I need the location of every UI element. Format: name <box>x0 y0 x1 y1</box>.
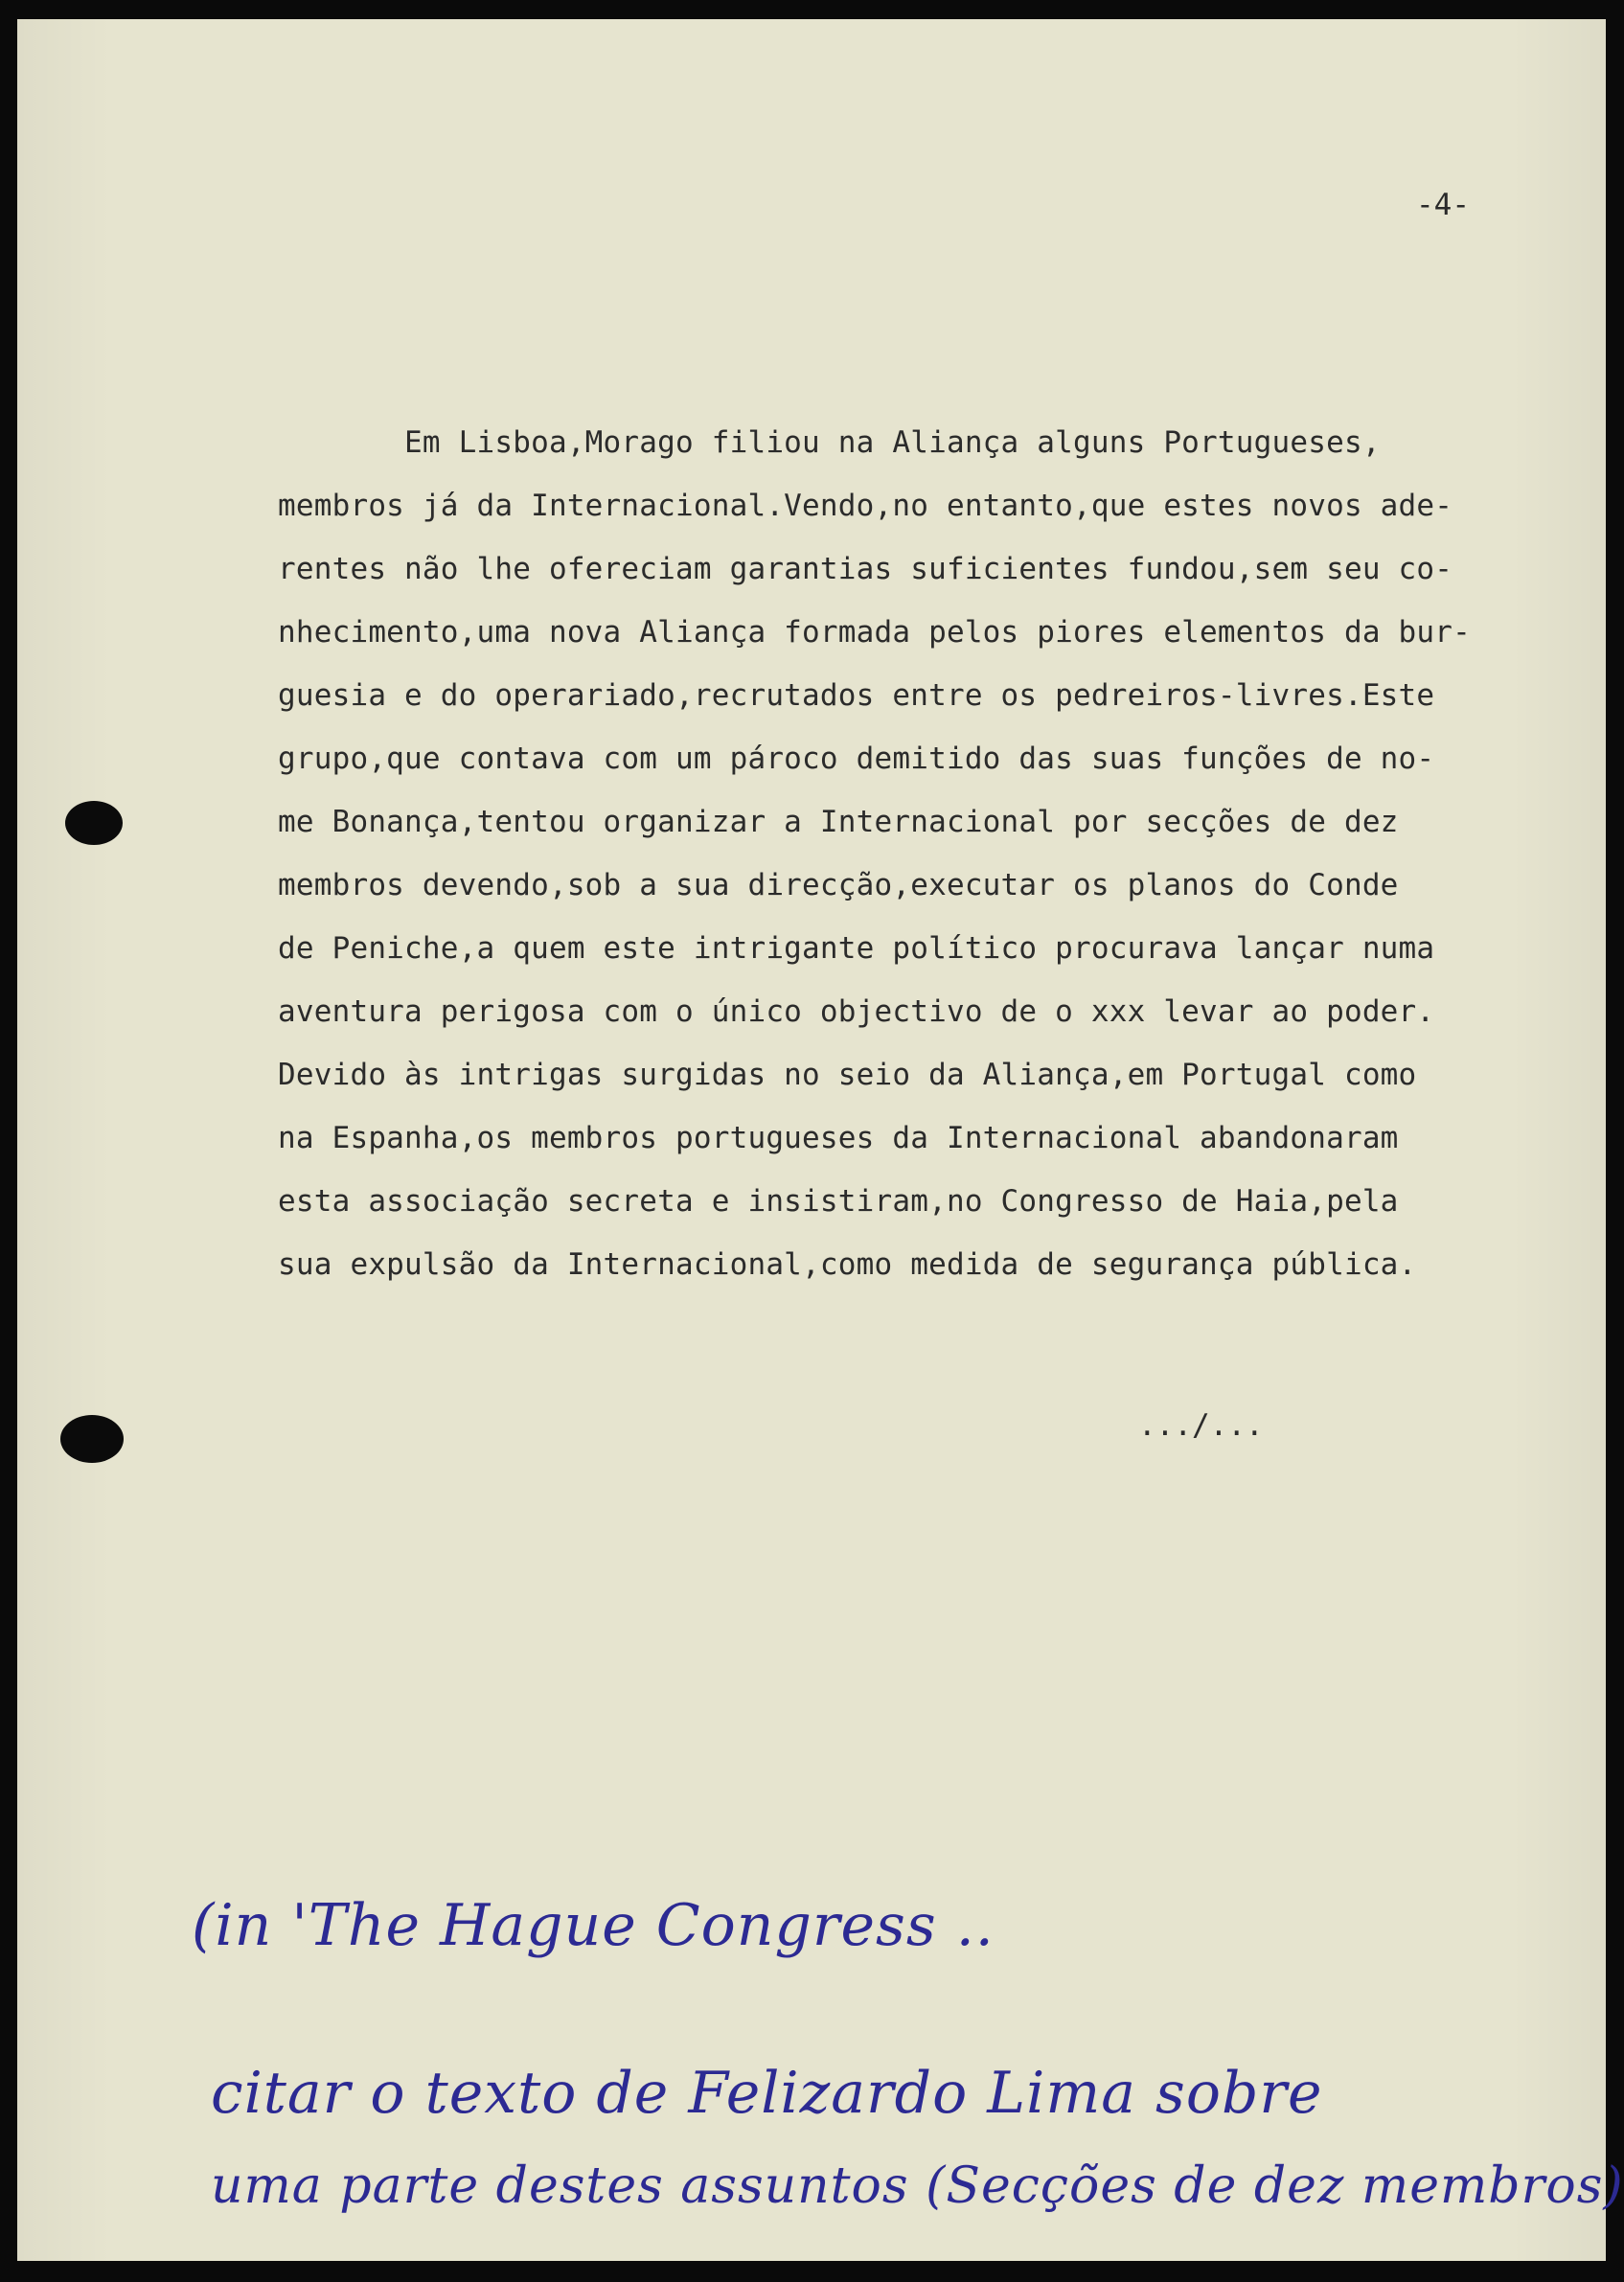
handwritten-note-line-2: citar o texto de Felizardo Lima sobre <box>211 2060 1323 2127</box>
handwritten-note-line-3: uma parte destes assuntos (Secções de dez membros) <box>211 2157 1624 2215</box>
page-number: -4- <box>1416 188 1470 222</box>
binder-hole-bottom <box>60 1415 124 1463</box>
handwritten-note-line-1: (in 'The Hague Congress .. <box>192 1892 995 1959</box>
continuation-mark: .../... <box>1138 1408 1264 1443</box>
binder-hole-top <box>65 801 123 845</box>
